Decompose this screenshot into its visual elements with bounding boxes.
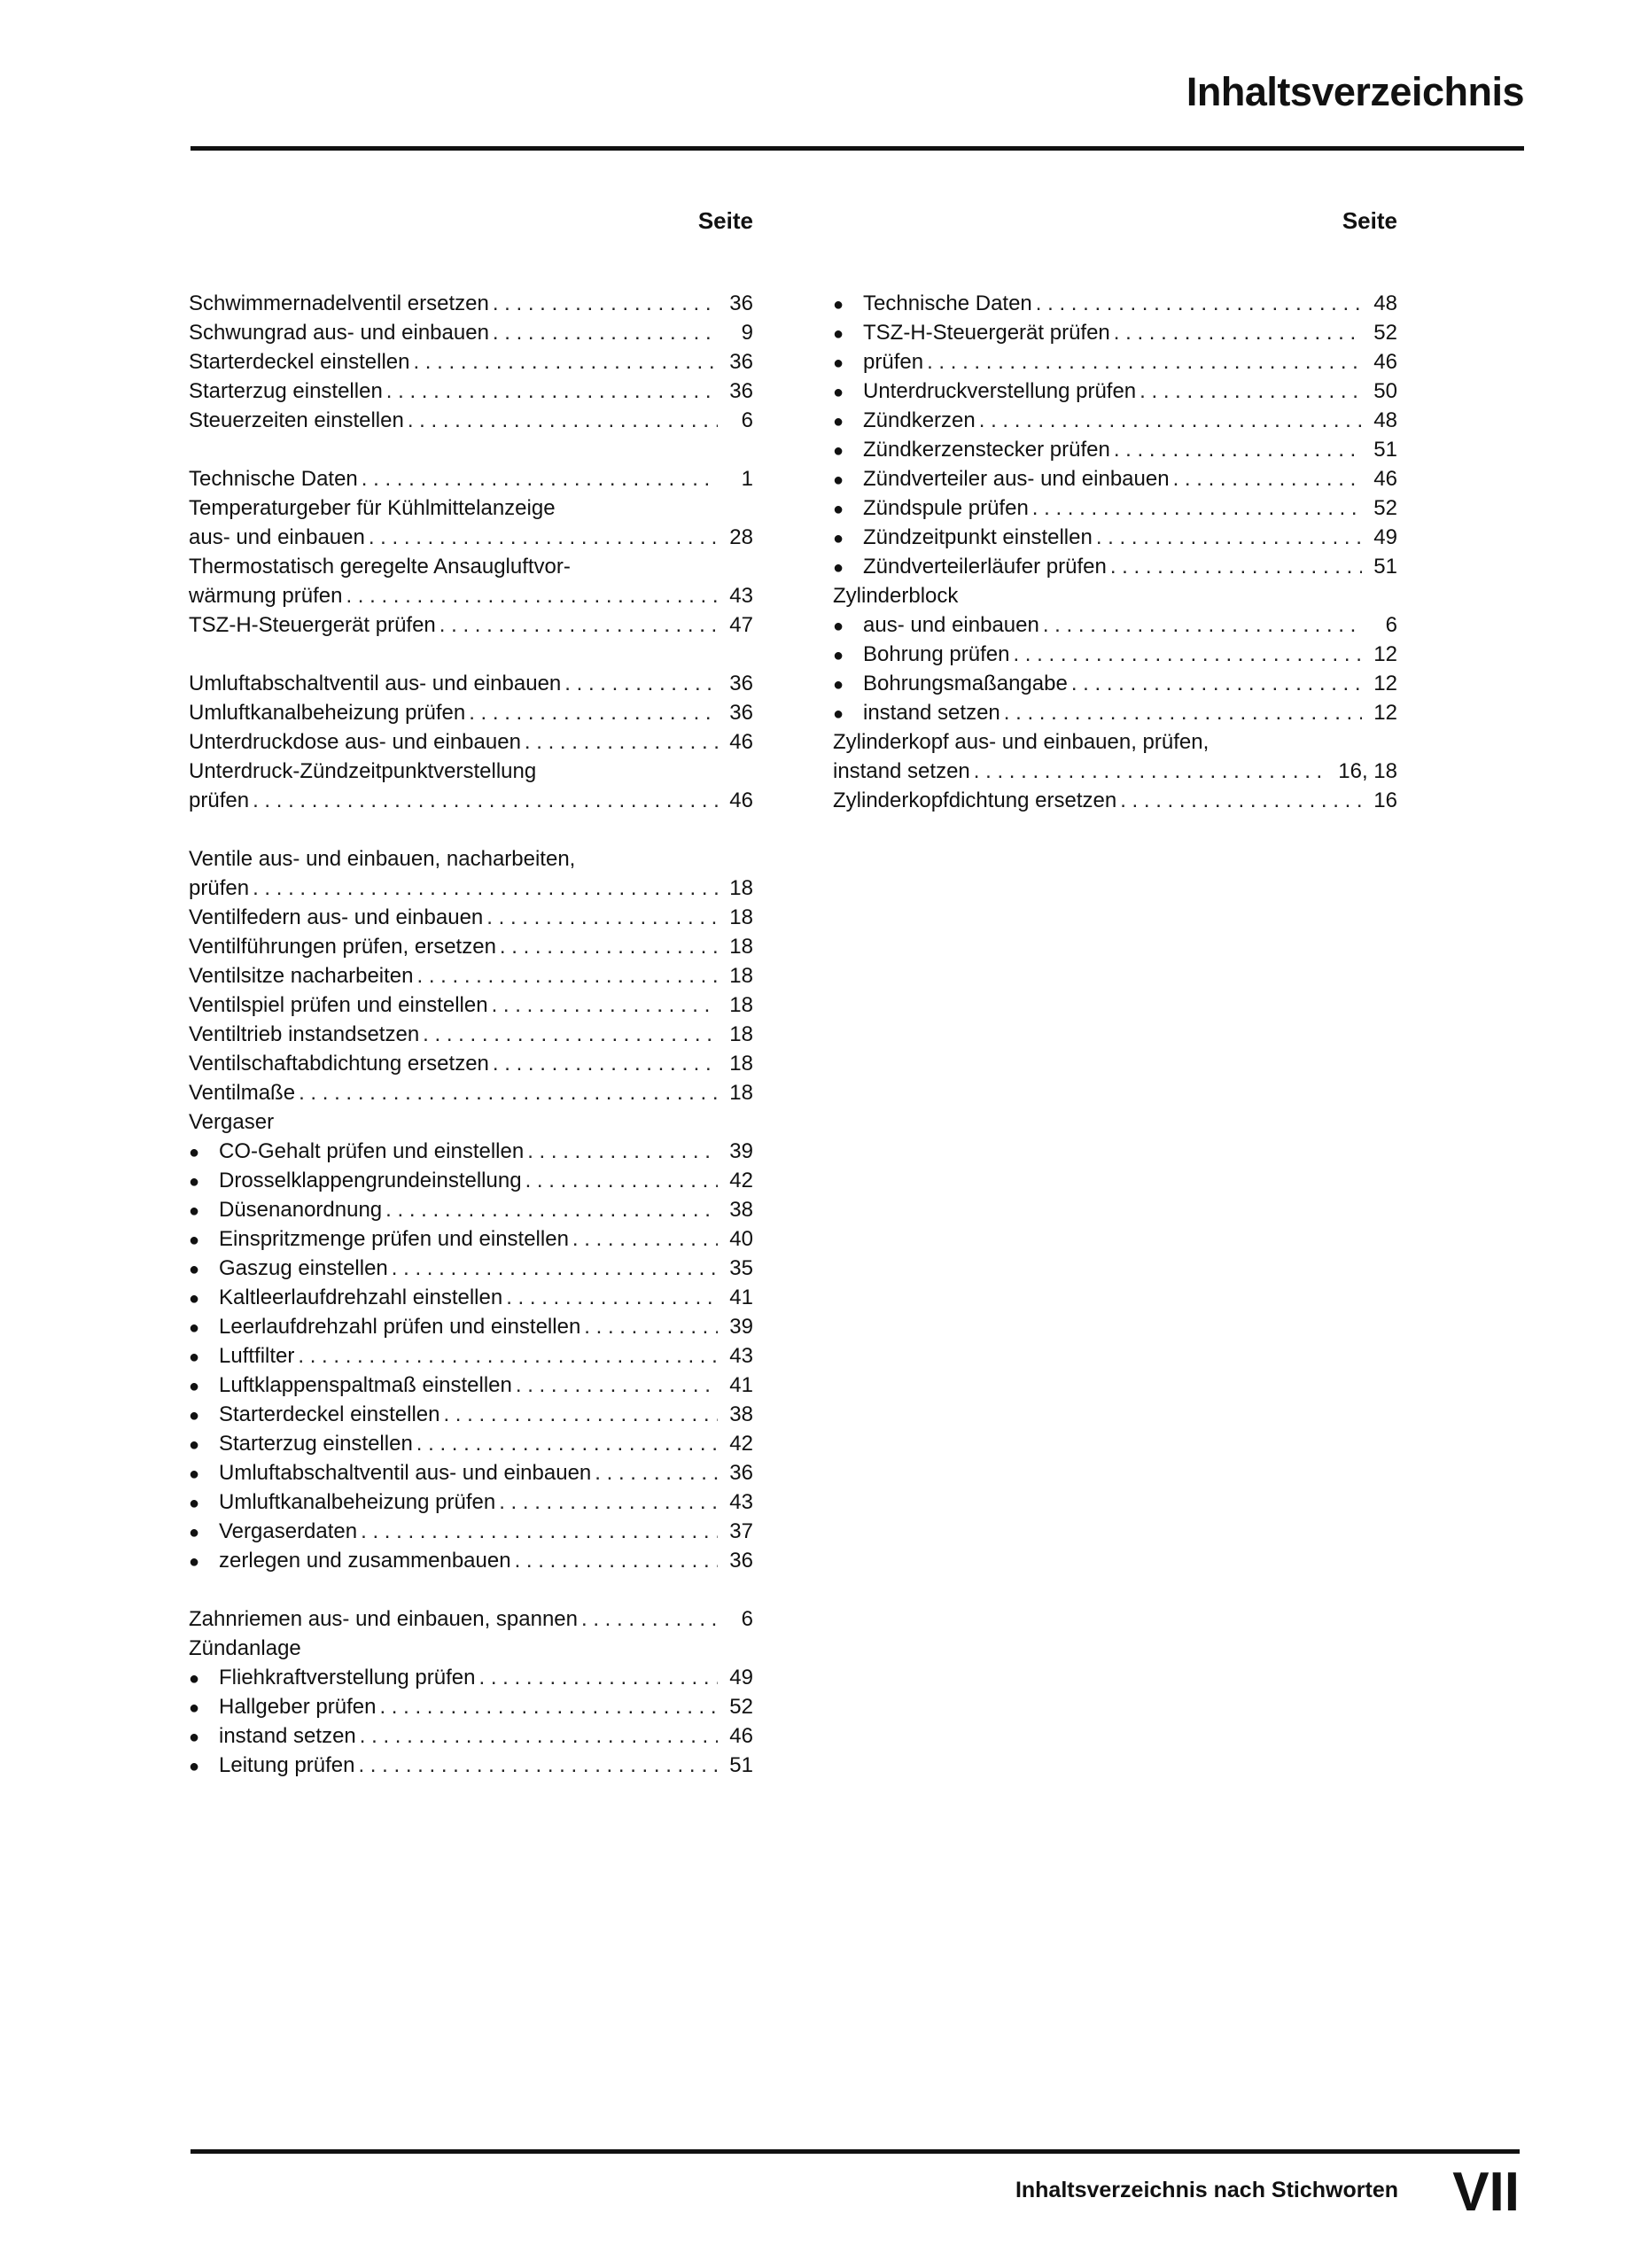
entry-text: Starterzug einstellen [219,1432,413,1456]
bullet-icon: ● [189,1143,200,1162]
dot-leader [492,990,718,1020]
bullet-icon: ● [833,470,844,490]
entry-page-number: 51 [729,1753,753,1777]
bullet-icon: ● [189,1728,200,1747]
index-entry [833,786,1397,815]
entry-text: Steuerzeiten einstellen [189,408,404,432]
bullet-icon: ● [189,1172,200,1192]
entry-page-number: 41 [729,1373,753,1397]
bullet-icon: ● [833,617,844,636]
entry-page-number: 36 [729,350,753,374]
entry-text: Umluftabschaltventil aus- und einbauen [189,672,562,695]
bullet-icon: ● [189,1289,200,1309]
entry-text: Zahnriemen aus- und einbauen, spannen [189,1607,578,1631]
entry-page-number: 37 [729,1519,753,1543]
dot-leader [499,1487,718,1517]
bullet-icon: ● [189,1201,200,1221]
index-entry [189,1517,753,1546]
bullet-icon: ● [833,500,844,519]
entry-text: Zündanlage [189,1636,301,1660]
entry-page-number: 51 [1373,438,1397,462]
entry-page-number: 43 [729,1344,753,1368]
entry-page-number: 42 [729,1169,753,1192]
entry-text: Zündkerzen [863,408,976,432]
footer-page-number: VII [1452,2162,1520,2223]
entry-text: Umluftkanalbeheizung prüfen [189,701,466,725]
index-entry [189,669,753,698]
entry-text: Gaszug einstellen [219,1256,388,1280]
index-entry [833,493,1397,523]
bullet-icon: ● [189,1231,200,1250]
entry-text: TSZ-H-Steuergerät prüfen [189,613,436,637]
dot-leader [1173,464,1362,493]
entry-text: Vergaserdaten [219,1519,358,1543]
dot-leader [1120,786,1362,815]
bullet-icon: ● [189,1757,200,1776]
entry-text: Düsenanordnung [219,1198,383,1222]
index-entry [189,1312,753,1341]
index-entry [189,1546,753,1575]
entry-text: Leerlaufdrehzahl prüfen und einstellen [219,1315,581,1339]
index-entry [189,552,753,581]
index-group [189,464,753,640]
index-entry [833,727,1397,757]
dot-leader [493,1049,718,1078]
index-entry [833,347,1397,377]
entry-page-number: 1 [741,467,753,491]
entry-page-number: 36 [729,291,753,315]
index-entry [189,1049,753,1078]
bullet-icon: ● [833,441,844,461]
bullet-icon: ● [189,1318,200,1338]
entry-text: Hallgeber prüfen [219,1695,377,1719]
entry-text: Zylinderblock [833,584,959,608]
entry-text: Starterdeckel einstellen [219,1402,440,1426]
entry-text: wärmung prüfen [189,584,343,608]
dot-leader [564,669,718,698]
entry-text: Schwimmernadelventil ersetzen [189,291,489,315]
entry-page-number: 48 [1373,408,1397,432]
entry-text: Umluftabschaltventil aus- und einbauen [219,1461,592,1485]
dot-leader [500,932,718,961]
entry-page-number: 18 [729,1022,753,1046]
bullet-icon: ● [833,383,844,402]
dot-leader [298,1341,718,1371]
entry-text: Zündverteiler aus- und einbauen [863,467,1170,491]
entry-page-number: 12 [1373,672,1397,695]
entry-page-number: 39 [729,1139,753,1163]
entry-text: prüfen [189,876,250,900]
entry-page-number: 43 [729,1490,753,1514]
index-entry [189,757,753,786]
entry-text: Vergaser [189,1110,275,1134]
index-entry [189,1429,753,1458]
index-entry [189,1634,753,1663]
index-entry [189,961,753,990]
index-entry [189,493,753,523]
footer-divider [191,2149,1520,2154]
index-entry [189,698,753,727]
entry-text: instand setzen [219,1724,356,1748]
bullet-icon: ● [833,412,844,431]
footer-label: Inhaltsverzeichnis nach Stichworten [1015,2178,1398,2202]
index-entry [189,377,753,406]
entry-text: Bohrungsmaßangabe [863,672,1068,695]
dot-leader [423,1020,718,1049]
index-entry [833,698,1397,727]
dot-leader [1096,523,1362,552]
entry-text: prüfen [863,350,924,374]
bullet-icon: ● [833,704,844,724]
entry-text: instand setzen [833,759,970,783]
index-entry [833,640,1397,669]
dot-leader [369,523,718,552]
entry-page-number: 6 [1385,613,1397,637]
bullet-icon: ● [189,1435,200,1455]
entry-page-number: 16, 18 [1338,759,1397,783]
entry-text: Einspritzmenge prüfen und einstellen [219,1227,569,1251]
index-group [833,289,1397,815]
index-entry [189,581,753,610]
dot-leader [1043,610,1362,640]
dot-leader [413,347,718,377]
entry-text: Zündspule prüfen [863,496,1029,520]
entry-page-number: 18 [729,1052,753,1076]
dot-leader [469,698,718,727]
bullet-icon: ● [189,1464,200,1484]
bullet-icon: ● [189,1377,200,1396]
dot-leader [253,874,718,903]
entry-page-number: 52 [729,1695,753,1719]
index-entry [189,610,753,640]
dot-leader [408,406,718,435]
entry-page-number: 6 [741,1607,753,1631]
index-entry [189,1224,753,1254]
entry-page-number: 38 [729,1402,753,1426]
index-groups [833,289,1397,815]
index-entry [189,1195,753,1224]
entry-page-number: 46 [729,730,753,754]
dot-leader [299,1078,718,1107]
dot-leader [527,1137,718,1166]
entry-text: Unterdruckdose aus- und einbauen [189,730,521,754]
entry-page-number: 46 [1373,350,1397,374]
entry-text: Technische Daten [863,291,1032,315]
index-entry [833,406,1397,435]
dot-leader [358,1751,718,1780]
index-entry [189,1341,753,1371]
index-group [189,289,753,435]
entry-page-number: 38 [729,1198,753,1222]
index-entry [189,1254,753,1283]
index-column-right [833,206,1397,844]
dot-leader [392,1254,718,1283]
dot-leader [515,1546,718,1575]
entry-page-number: 40 [729,1227,753,1251]
entry-text: Temperaturgeber für Kühlmittelanzeige [189,496,556,520]
page-column-header: Seite [1342,207,1397,234]
index-entry [189,318,753,347]
index-entry [189,1137,753,1166]
entry-page-number: 12 [1373,701,1397,725]
bullet-icon: ● [189,1698,200,1718]
index-entry [833,610,1397,640]
bullet-icon: ● [189,1552,200,1572]
index-group [189,1604,753,1780]
entry-page-number: 49 [729,1666,753,1689]
entry-text: Zündkerzenstecker prüfen [863,438,1110,462]
index-entry [189,1751,753,1780]
dot-leader [439,610,718,640]
entry-page-number: 46 [729,1724,753,1748]
dot-leader [1114,435,1362,464]
page-column-header: Seite [697,207,753,234]
entry-text: Ventilsitze nacharbeiten [189,964,414,988]
dot-leader [493,289,718,318]
entry-page-number: 36 [729,672,753,695]
entry-page-number: 18 [729,876,753,900]
entry-page-number: 48 [1373,291,1397,315]
index-entry [189,786,753,815]
entry-text: Zündverteilerläufer prüfen [863,555,1107,579]
dot-leader [385,1195,718,1224]
index-entry [189,1487,753,1517]
entry-text: Ventilfedern aus- und einbauen [189,905,484,929]
index-entry [189,844,753,874]
index-entry [833,435,1397,464]
entry-text: Schwungrad aus- und einbauen [189,321,489,345]
entry-text: Ventilmaße [189,1081,296,1105]
entry-text: Bohrung prüfen [863,642,1010,666]
entry-page-number: 18 [729,935,753,959]
dot-leader [525,727,718,757]
bullet-icon: ● [189,1494,200,1513]
dot-leader [1114,318,1362,347]
dot-leader [584,1312,718,1341]
bullet-icon: ● [833,558,844,578]
entry-text: Luftfilter [219,1344,295,1368]
entry-text: Luftklappenspaltmaß einstellen [219,1373,512,1397]
index-entry [833,289,1397,318]
dot-leader [1004,698,1362,727]
entry-page-number: 18 [729,964,753,988]
dot-leader [346,581,718,610]
index-entry [189,1020,753,1049]
page-title: Inhaltsverzeichnis [1186,69,1524,114]
index-entry [189,932,753,961]
bullet-icon: ● [189,1523,200,1542]
entry-text: zerlegen und zusammenbauen [219,1549,511,1573]
index-entry [189,1663,753,1692]
dot-leader [386,377,718,406]
index-entry [189,347,753,377]
entry-page-number: 49 [1373,525,1397,549]
entry-page-number: 28 [729,525,753,549]
entry-text: Drosselklappengrundeinstellung [219,1169,522,1192]
entry-text: Ventilspiel prüfen und einstellen [189,993,488,1017]
entry-page-number: 50 [1373,379,1397,403]
entry-text: TSZ-H-Steuergerät prüfen [863,321,1110,345]
entry-page-number: 43 [729,584,753,608]
entry-text: Ventilführungen prüfen, ersetzen [189,935,496,959]
dot-leader [979,406,1362,435]
header-divider [191,146,1524,151]
index-group [189,844,753,1575]
entry-text: instand setzen [863,701,1000,725]
index-entry [189,1078,753,1107]
index-entry [833,552,1397,581]
entry-text: CO-Gehalt prüfen und einstellen [219,1139,525,1163]
bullet-icon: ● [833,675,844,695]
entry-text: Technische Daten [189,467,358,491]
entry-text: Thermostatisch geregelte Ansaugluftvor- [189,555,571,579]
entry-page-number: 42 [729,1432,753,1456]
dot-leader [1140,377,1362,406]
entry-page-number: 18 [729,905,753,929]
entry-page-number: 46 [1373,467,1397,491]
dot-leader [362,464,718,493]
bullet-icon: ● [189,1348,200,1367]
index-column-left [189,206,753,1809]
entry-page-number: 18 [729,1081,753,1105]
entry-text: Unterdruck-Zündzeitpunktverstellung [189,759,537,783]
entry-text: Kaltleerlaufdrehzahl einstellen [219,1285,503,1309]
entry-page-number: 52 [1373,321,1397,345]
index-entry [833,464,1397,493]
index-entry [189,1458,753,1487]
index-entry [189,727,753,757]
entry-text: aus- und einbauen [863,613,1039,637]
entry-text: Umluftkanalbeheizung prüfen [219,1490,496,1514]
index-entry [189,1166,753,1195]
entry-text: prüfen [189,788,250,812]
index-entry [189,464,753,493]
entry-text: Zylinderkopf aus- und einbauen, prüfen, [833,730,1210,754]
entry-page-number: 51 [1373,555,1397,579]
bullet-icon: ● [189,1406,200,1425]
index-entry [833,757,1397,786]
entry-page-number: 36 [729,701,753,725]
entry-page-number: 36 [729,379,753,403]
entry-page-number: 35 [729,1256,753,1280]
dot-leader [379,1692,718,1721]
entry-page-number: 46 [729,788,753,812]
index-entry [833,581,1397,610]
index-entry [189,874,753,903]
index-entry [189,406,753,435]
entry-text: Starterzug einstellen [189,379,383,403]
dot-leader [1036,289,1362,318]
dot-leader [416,1429,718,1458]
entry-page-number: 36 [729,1461,753,1485]
entry-text: Starterdeckel einstellen [189,350,410,374]
entry-page-number: 16 [1373,788,1397,812]
dot-leader [1032,493,1362,523]
index-entry [189,1107,753,1137]
dot-leader [1071,669,1362,698]
entry-text: Zylinderkopfdichtung ersetzen [833,788,1117,812]
index-entry [189,1721,753,1751]
index-entry [189,903,753,932]
entry-page-number: 6 [741,408,753,432]
index-groups [189,289,753,1780]
entry-text: Leitung prüfen [219,1753,355,1777]
index-entry [189,990,753,1020]
dot-leader [493,318,718,347]
dot-leader [443,1400,718,1429]
index-entry [189,523,753,552]
entry-text: Ventile aus- und einbauen, nacharbeiten, [189,847,576,871]
dot-leader [360,1721,718,1751]
entry-text: Unterdruckverstellung prüfen [863,379,1137,403]
dot-leader [478,1663,718,1692]
entry-page-number: 52 [1373,496,1397,520]
index-entry [833,669,1397,698]
entry-text: Fliehkraftverstellung prüfen [219,1666,476,1689]
entry-page-number: 47 [729,613,753,637]
bullet-icon: ● [833,295,844,315]
index-entry [189,1692,753,1721]
dot-leader [516,1371,718,1400]
bullet-icon: ● [833,529,844,548]
dot-leader [417,961,719,990]
entry-page-number: 36 [729,1549,753,1573]
dot-leader [486,903,718,932]
dot-leader [927,347,1362,377]
dot-leader [506,1283,718,1312]
entry-page-number: 9 [741,321,753,345]
index-entry [189,289,753,318]
dot-leader [1110,552,1362,581]
entry-text: aus- und einbauen [189,525,365,549]
dot-leader [361,1517,718,1546]
bullet-icon: ● [833,646,844,665]
entry-page-number: 18 [729,993,753,1017]
index-entry [189,1604,753,1634]
index-entry [833,523,1397,552]
entry-text: Ventilschaftabdichtung ersetzen [189,1052,489,1076]
index-entry [833,377,1397,406]
entry-page-number: 41 [729,1285,753,1309]
index-entry [189,1283,753,1312]
bullet-icon: ● [189,1669,200,1689]
dot-leader [581,1604,718,1634]
index-entry [833,318,1397,347]
index-entry [189,1371,753,1400]
bullet-icon: ● [833,353,844,373]
dot-leader [572,1224,718,1254]
dot-leader [525,1166,718,1195]
bullet-icon: ● [833,324,844,344]
entry-text: Zündzeitpunkt einstellen [863,525,1093,549]
dot-leader [974,757,1329,786]
entry-page-number: 39 [729,1315,753,1339]
bullet-icon: ● [189,1260,200,1279]
dot-leader [1013,640,1362,669]
dot-leader [595,1458,718,1487]
entry-page-number: 12 [1373,642,1397,666]
dot-leader [253,786,718,815]
entry-text: Ventiltrieb instandsetzen [189,1022,420,1046]
index-group [189,669,753,815]
index-entry [189,1400,753,1429]
